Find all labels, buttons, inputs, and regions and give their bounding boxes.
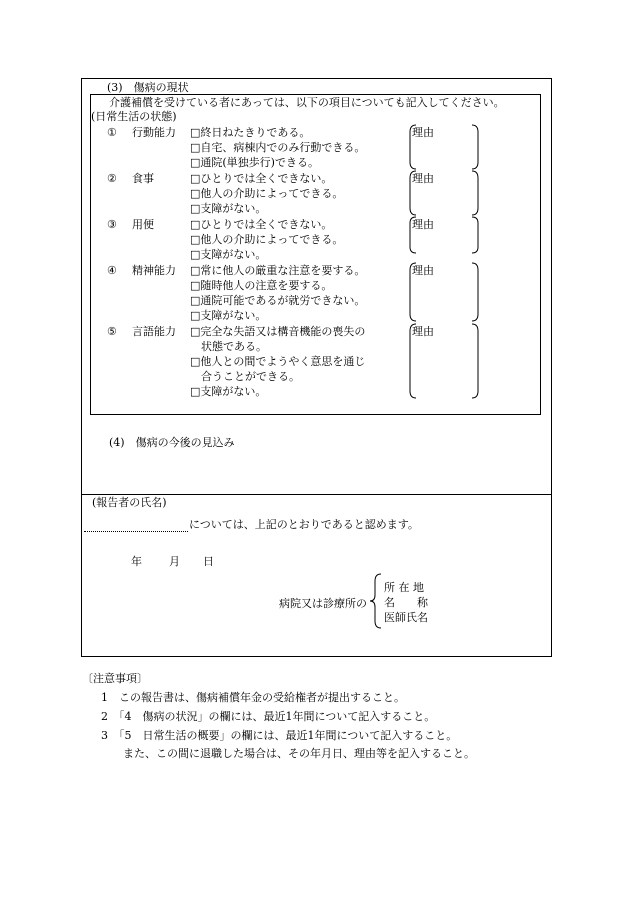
reason-bracket: [406, 124, 482, 170]
reason-bracket: [406, 216, 482, 254]
item-number: ②: [107, 172, 117, 185]
field-doctor: 医師氏名: [384, 611, 428, 624]
reason-label: 理由: [412, 218, 434, 231]
reason-bracket: [406, 262, 482, 322]
item-label-mobility: 行動能力: [132, 126, 176, 139]
hospital-label: 病院又は診療所の: [279, 597, 367, 610]
reason-bracket: [406, 170, 482, 216]
certify-text: については、上記のとおりであると認めます。: [189, 518, 419, 531]
item-label-meals: 食事: [132, 172, 154, 185]
reason-label: 理由: [412, 126, 434, 139]
note-item: 2 「4 傷病の状況」の欄には、最近1年間について記入すること。: [101, 710, 436, 723]
reason-label: 理由: [412, 264, 434, 277]
reporter-heading: (報告者の氏名): [92, 496, 167, 509]
date-day: 日: [203, 555, 214, 568]
reason-bracket: [406, 323, 482, 399]
section3-title: (3) 傷病の現状: [107, 81, 189, 94]
notes-heading: 〔注意事項〕: [82, 672, 148, 685]
option-continuation: 合うことができる。: [190, 370, 300, 383]
item-number: ③: [107, 218, 117, 231]
option-checkbox[interactable]: □他人の介助によってできる。: [190, 233, 344, 246]
care-intro-text: 介護補償を受けている者にあっては、以下の項目についても記入してください。: [109, 96, 505, 109]
option-checkbox[interactable]: □他人との間でようやく意思を通じ: [190, 355, 366, 368]
option-continuation: 状態である。: [190, 340, 267, 353]
reporter-name-field[interactable]: [84, 530, 188, 532]
reason-label: 理由: [412, 172, 434, 185]
option-checkbox[interactable]: □支障がない。: [190, 309, 267, 322]
note-item: また、この間に退職した場合は、その年月日、理由等を記入すること。: [101, 747, 475, 760]
item-label-speech: 言語能力: [132, 325, 176, 338]
option-checkbox[interactable]: □ひとりでは全くできない。: [190, 172, 333, 185]
option-checkbox[interactable]: □通院可能であるが就労できない。: [190, 294, 366, 307]
option-checkbox[interactable]: □支障がない。: [190, 385, 267, 398]
option-checkbox[interactable]: □通院(単独歩行)できる。: [190, 156, 319, 169]
reason-label: 理由: [412, 325, 434, 338]
option-checkbox[interactable]: □支障がない。: [190, 202, 267, 215]
option-checkbox[interactable]: □随時他人の注意を要する。: [190, 279, 333, 292]
item-number: ④: [107, 264, 117, 277]
option-checkbox[interactable]: □他人の介助によってできる。: [190, 187, 344, 200]
field-name: 名 称: [384, 596, 428, 609]
section4-title: (4) 傷病の今後の見込み: [109, 436, 235, 449]
item-number: ⑤: [107, 325, 117, 338]
hospital-bracket: [369, 573, 383, 629]
daily-life-heading: (日常生活の状態): [91, 110, 177, 123]
option-checkbox[interactable]: □自宅、病棟内でのみ行動できる。: [190, 141, 366, 154]
option-checkbox[interactable]: □完全な失語又は構音機能の喪失の: [190, 325, 366, 338]
option-checkbox[interactable]: □終日ねたきりである。: [190, 126, 311, 139]
note-item: 3 「5 日常生活の概要」の欄には、最近1年間について記入すること。: [101, 729, 458, 742]
section-divider: [81, 494, 552, 495]
item-number: ①: [107, 126, 117, 139]
field-address: 所 在 地: [384, 581, 424, 594]
note-item: 1 この報告書は、傷病補償年金の受給権者が提出すること。: [101, 691, 405, 704]
option-checkbox[interactable]: □常に他人の厳重な注意を要する。: [190, 264, 366, 277]
option-checkbox[interactable]: □支障がない。: [190, 248, 267, 261]
date-month: 月: [169, 555, 180, 568]
option-checkbox[interactable]: □ひとりでは全くできない。: [190, 218, 333, 231]
item-label-toilet: 用便: [132, 218, 154, 231]
date-year: 年: [131, 555, 142, 568]
item-label-mental: 精神能力: [132, 264, 176, 277]
